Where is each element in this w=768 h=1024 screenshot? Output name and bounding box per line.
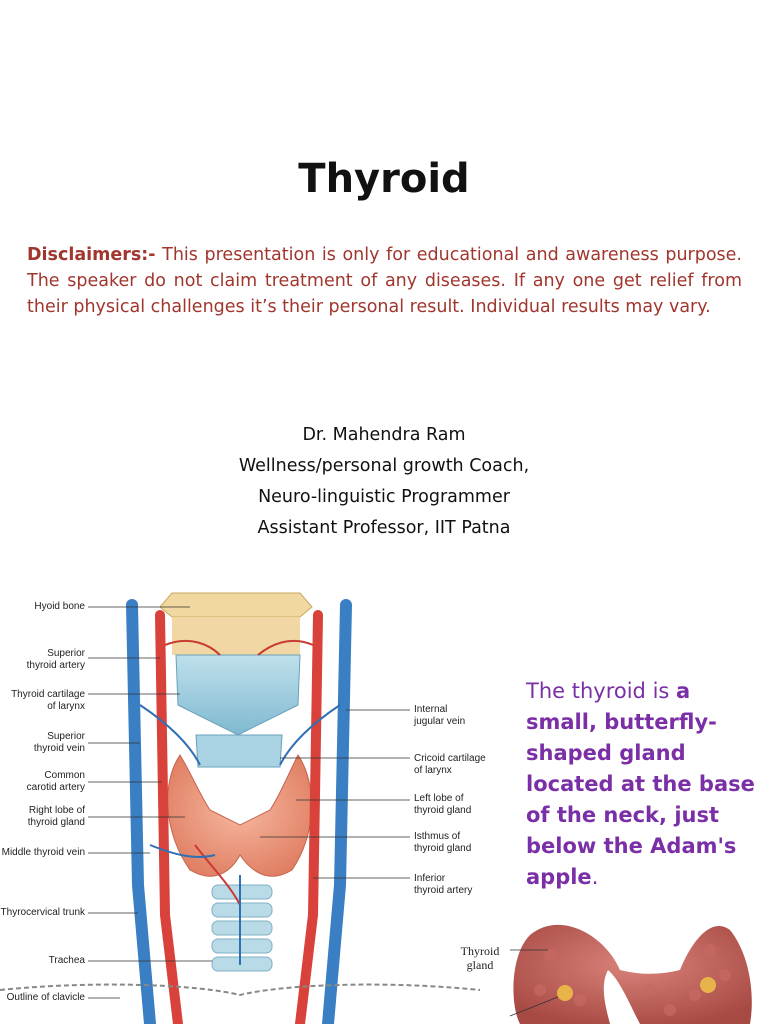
label-cricoid-cartilage <box>414 753 504 777</box>
label-left-lobe <box>414 793 494 817</box>
disclaimer-label: Disclaimers:- <box>27 245 156 265</box>
label-inferior-thyroid-artery-l1: Inferior <box>414 873 446 884</box>
label-cricoid-cartilage-l1: Cricoid cartilage <box>414 753 486 764</box>
author-role-professor: Assistant Professor, IIT Patna <box>257 518 511 538</box>
label-thyroid-gland-l1: Thyroid <box>460 944 500 958</box>
author-block <box>0 420 768 544</box>
thyroid-description <box>526 676 756 893</box>
label-common-carotid-artery <box>10 770 85 794</box>
label-right-lobe-l2: thyroid gland <box>27 817 85 828</box>
label-thyrocervical-trunk: Thyrocervical trunk <box>0 907 85 918</box>
label-isthmus <box>414 831 494 855</box>
label-thyroid-cartilage-l2: of larynx <box>47 701 85 712</box>
label-isthmus-l2: thyroid gland <box>414 843 472 854</box>
label-superior-thyroid-vein-l2: thyroid vein <box>33 743 85 754</box>
label-superior-thyroid-artery-l2: thyroid artery <box>26 660 85 671</box>
label-left-lobe-l1: Left lobe of <box>414 793 464 804</box>
label-common-carotid-artery-l1: Common <box>44 770 85 781</box>
disclaimer-text: This presentation is only for educational and awareness purpose. The speaker do not claim treatment of any diseases. If any one get relief from their physical challenges it’s their personal result. Individual results may vary. <box>27 245 742 317</box>
description-prefix: The thyroid is <box>526 679 677 703</box>
label-internal-jugular-vein <box>414 704 494 728</box>
label-trachea: Trachea <box>48 955 85 966</box>
description-bold: a small, butterfly-shaped gland located at the base of the neck, just below the Adam's apple <box>526 679 755 889</box>
label-thyroid-gland <box>452 944 508 972</box>
label-superior-thyroid-vein-l1: Superior <box>47 731 85 742</box>
label-superior-thyroid-vein <box>10 731 85 755</box>
label-internal-jugular-vein-l2: jugular vein <box>414 716 466 727</box>
label-internal-jugular-vein-l1: Internal <box>414 704 448 715</box>
label-thyroid-cartilage <box>0 689 85 713</box>
disclaimer-paragraph <box>27 242 742 320</box>
label-right-lobe <box>10 805 85 829</box>
label-hyoid-bone: Hyoid bone <box>34 601 85 612</box>
label-inferior-thyroid-artery <box>414 873 494 897</box>
label-cricoid-cartilage-l2: of larynx <box>414 765 452 776</box>
label-inferior-thyroid-artery-l2: thyroid artery <box>414 885 473 896</box>
description-suffix: . <box>591 865 599 889</box>
author-name: Dr. Mahendra Ram <box>302 425 466 445</box>
author-role-nlp: Neuro-linguistic Programmer <box>258 487 510 507</box>
label-common-carotid-artery-l2: carotid artery <box>26 782 85 793</box>
label-isthmus-l1: Isthmus of <box>414 831 461 842</box>
slide-title: Thyroid <box>298 156 470 202</box>
label-right-lobe-l1: Right lobe of <box>28 805 85 816</box>
label-outline-of-clavicle: Outline of clavicle <box>6 992 85 1003</box>
label-thyroid-cartilage-l1: Thyroid cartilage <box>11 689 85 700</box>
label-middle-thyroid-vein: Middle thyroid vein <box>1 847 85 858</box>
label-left-lobe-l2: thyroid gland <box>414 805 472 816</box>
label-superior-thyroid-artery <box>10 648 85 672</box>
label-thyroid-gland-l2: gland <box>466 958 494 972</box>
author-role-coach: Wellness/personal growth Coach, <box>238 456 530 476</box>
label-superior-thyroid-artery-l1: Superior <box>47 648 85 659</box>
